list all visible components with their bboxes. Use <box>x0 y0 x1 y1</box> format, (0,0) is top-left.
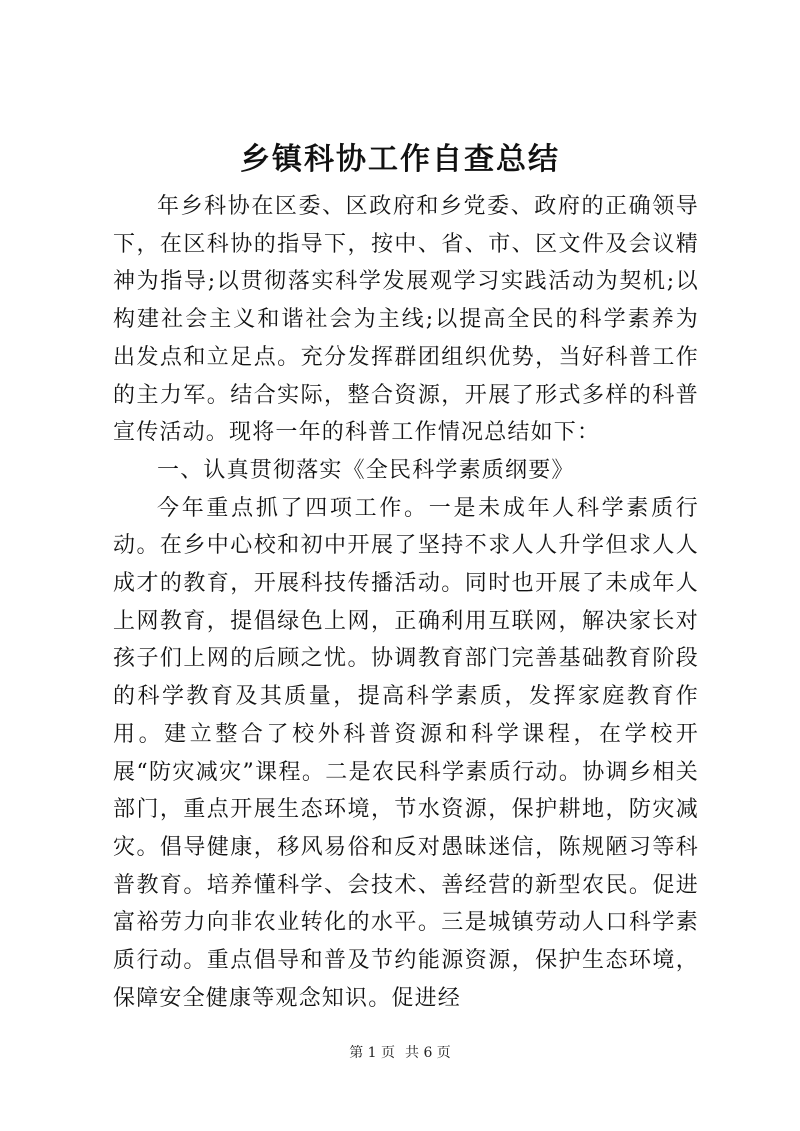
paragraph-intro: 年乡科协在区委、区政府和乡党委、政府的正确领导下，在区科协的指导下，按中、省、市、区文件及会议精神为指导;以贯彻落实科学发展观学习实践活动为契机;以构建社会主义和谐社会为主线;以提高全民的科学素养为出发点和立足点。充分发挥群团组织优势，当好科普工作的主力军。结合实际，整合资源，开展了形式多样的科普宣传活动。现将一年的科普工作情况总结如下： <box>113 194 699 446</box>
section-heading-1: 一、认真贯彻落实《全民科学素质纲要》 <box>157 457 575 483</box>
page-number: 第 1 页 <box>349 1045 395 1061</box>
page-total: 共 6 页 <box>405 1045 451 1061</box>
document-body <box>113 188 699 1017</box>
document-title: 乡镇科协工作自查总结 <box>240 142 560 177</box>
paragraph-section-1: 今年重点抓了四项工作。一是未成年人科学素质行动。在乡中心校和初中开展了坚持不求人人升学但求人人成才的教育，开展科技传播活动。同时也开展了未成年人上网教育，提倡绿色上网，正确利用互联网，解决家长对孩子们上网的后顾之忧。协调教育部门完善基础教育阶段的科学教育及其质量，提高科学素质，发挥家庭教育作用。建立整合了校外科普资源和科学课程，在学校开展“防灾减灾”课程。二是农民科学素质行动。协调乡相关部门，重点开展生态环境，节水资源，保护耕地，防灾减灾。倡导健康，移风易俗和反对愚昧迷信，陈规陋习等科普教育。培养懂科学、会技术、善经营的新型农民。促进富裕劳力向非农业转化的水平。三是城镇劳动人口科学素质行动。重点倡导和普及节约能源资源，保护生态环境，保障安全健康等观念知识。促进经 <box>113 495 699 1011</box>
page-footer <box>0 1043 800 1063</box>
